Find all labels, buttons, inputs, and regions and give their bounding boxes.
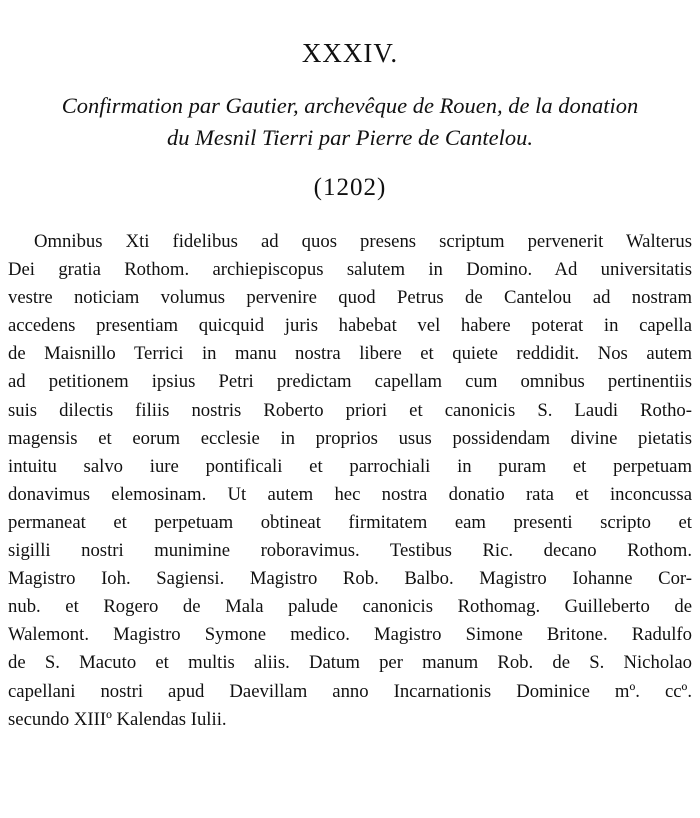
- body-line: Walemont. Magistro Symone medico. Magistro Simone Britone. Radulfo: [8, 624, 692, 646]
- body-line: de Maisnillo Terrici in manu nostra libere et quiete reddidit. Nos autem: [8, 343, 692, 365]
- body-line: suis dilectis filiis nostris Roberto priori et canonicis S. Laudi Rotho-: [8, 399, 692, 421]
- body-line: capellani nostri apud Daevillam anno Incarnationis Dominice mº. ccº.: [8, 680, 692, 702]
- charter-title: [8, 90, 692, 154]
- body-line: magensis et eorum ecclesie in proprios usus possidendam divine pietatis: [8, 427, 692, 449]
- body-line: Dei gratia Rothom. archiepiscopus salutem in Domino. Ad universitatis: [8, 259, 692, 281]
- body-line: ad petitionem ipsius Petri predictam capellam cum omnibus pertinentiis: [8, 371, 692, 393]
- body-line: donavimus elemosinam. Ut autem hec nostra donatio rata et inconcussa: [8, 483, 692, 505]
- body-line: de S. Macuto et multis aliis. Datum per manum Rob. de S. Nicholao: [8, 652, 692, 674]
- body-line: Magistro Ioh. Sagiensi. Magistro Rob. Balbo. Magistro Iohanne Cor-: [8, 568, 692, 590]
- body-line: intuitu salvo iure pontificali et parrochiali in puram et perpetuam: [8, 455, 692, 477]
- charter-body: [8, 228, 692, 734]
- body-line: permaneat et perpetuam obtineat firmitatem eam presenti scripto et: [8, 511, 692, 533]
- body-line: vestre noticiam volumus pervenire quod Petrus de Cantelou ad nostram: [8, 287, 692, 309]
- body-line: nub. et Rogero de Mala palude canonicis Rothomag. Guilleberto de: [8, 596, 692, 618]
- charter-year: (1202): [313, 174, 387, 201]
- body-line: accedens presentiam quicquid juris habebat vel habere poterat in capella: [8, 315, 692, 337]
- body-line: Omnibus Xti fidelibus ad quos presens scriptum pervenerit Walterus: [34, 231, 692, 252]
- charter-title-line: Confirmation par Gautier, archevêque de Rouen, de la donation: [61, 93, 639, 118]
- charter-number: XXXIV.: [301, 38, 399, 68]
- charter-title-line: du Mesnil Tierri par Pierre de Cantelou.: [166, 125, 534, 150]
- body-line: sigilli nostri munimine roboravimus. Testibus Ric. decano Rothom.: [8, 540, 692, 562]
- body-line: secundo XIIIº Kalendas Iulii.: [8, 708, 227, 730]
